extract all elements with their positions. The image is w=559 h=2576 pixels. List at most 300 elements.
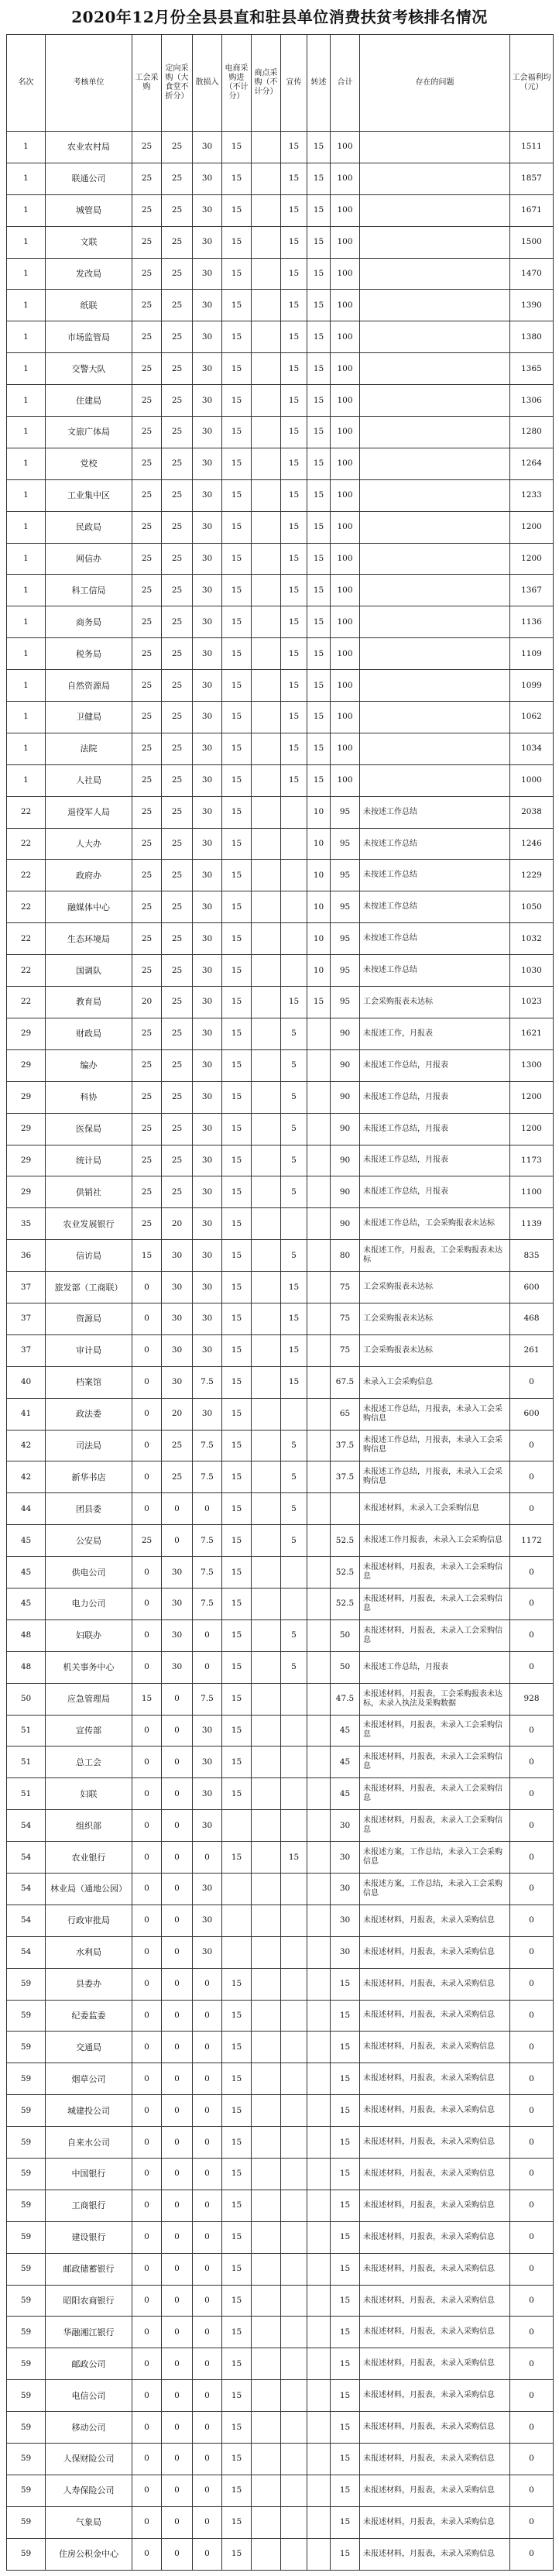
report-cell: [307, 1619, 331, 1651]
table-row: [7, 891, 554, 923]
publicity-cell: [281, 2317, 307, 2348]
unit-cell: 党校: [46, 448, 132, 479]
welfare-cell: 0: [510, 2095, 554, 2127]
welfare-cell: 1062: [510, 702, 554, 733]
unit-cell: 农业银行: [46, 1842, 132, 1874]
issue-cell: 未报述材料，月报表，未录入采购信息: [360, 2000, 510, 2032]
rank-cell: 22: [7, 923, 46, 955]
ecom-cell: 15: [222, 1588, 252, 1619]
table-row: [7, 2159, 554, 2190]
unit-cell: 农业农村局: [46, 132, 132, 163]
welfare-cell: 0: [510, 1366, 554, 1398]
table-row: [7, 702, 554, 733]
directed-purchase-cell: 25: [162, 1113, 193, 1145]
rank-cell: 22: [7, 860, 46, 891]
table-row: [7, 1588, 554, 1619]
union-purchase-cell: 25: [132, 1208, 162, 1240]
table-row: [7, 1493, 554, 1525]
publicity-cell: 5: [281, 1081, 307, 1113]
directed-purchase-cell: 25: [162, 321, 193, 353]
publicity-cell: 15: [281, 1366, 307, 1398]
unit-cell: 总工会: [46, 1747, 132, 1778]
directed-purchase-cell: 0: [162, 1968, 193, 2000]
report-cell: 15: [307, 321, 331, 353]
issue-cell: 未报述工作总结，月报表，未录入工会采购信息: [360, 1461, 510, 1493]
unit-cell: 行政审批局: [46, 1905, 132, 1936]
total-cell: 90: [331, 1081, 360, 1113]
publicity-cell: 15: [281, 321, 307, 353]
union-purchase-cell: 0: [132, 2095, 162, 2127]
unit-cell: 电信公司: [46, 2380, 132, 2412]
report-cell: 10: [307, 923, 331, 955]
table-row: [7, 479, 554, 511]
scatter-cell: 30: [193, 353, 222, 385]
total-cell: 50: [331, 1651, 360, 1683]
shop-cell: [252, 2095, 281, 2127]
welfare-cell: 1380: [510, 321, 554, 353]
report-cell: [307, 1113, 331, 1145]
rank-cell: 1: [7, 543, 46, 575]
directed-purchase-cell: 25: [162, 1018, 193, 1049]
publicity-cell: 15: [281, 1842, 307, 1874]
directed-purchase-cell: 0: [162, 1683, 193, 1715]
rank-cell: 59: [7, 2190, 46, 2221]
report-cell: [307, 1493, 331, 1525]
welfare-cell: 0: [510, 2506, 554, 2538]
shop-cell: [252, 543, 281, 575]
report-cell: [307, 2063, 331, 2095]
report-cell: [307, 1208, 331, 1240]
report-cell: 15: [307, 670, 331, 702]
rank-cell: 37: [7, 1303, 46, 1334]
directed-purchase-cell: 25: [162, 385, 193, 417]
publicity-cell: [281, 2538, 307, 2570]
report-cell: [307, 1810, 331, 1842]
shop-cell: [252, 638, 281, 670]
rank-cell: 59: [7, 2032, 46, 2063]
union-purchase-cell: 0: [132, 1810, 162, 1842]
report-cell: 10: [307, 891, 331, 923]
report-cell: [307, 1430, 331, 1461]
publicity-cell: 15: [281, 132, 307, 163]
unit-cell: 国调队: [46, 955, 132, 987]
table-row: [7, 2127, 554, 2159]
scatter-cell: 0: [193, 2285, 222, 2317]
table-body: [7, 132, 554, 2571]
union-purchase-cell: 0: [132, 1778, 162, 1810]
publicity-cell: [281, 1810, 307, 1842]
shop-cell: [252, 2348, 281, 2380]
total-cell: 15: [331, 2380, 360, 2412]
issue-cell: 未报述材料，月报表，未录入采购信息: [360, 2317, 510, 2348]
report-cell: [307, 2000, 331, 2032]
scatter-cell: 30: [193, 1272, 222, 1303]
scatter-cell: 30: [193, 828, 222, 860]
publicity-cell: [281, 2380, 307, 2412]
rank-cell: 48: [7, 1619, 46, 1651]
issue-cell: [360, 417, 510, 448]
scatter-cell: 0: [193, 1968, 222, 2000]
issue-cell: 未报述材料，月报表，未录入采购信息: [360, 2506, 510, 2538]
directed-purchase-cell: 25: [162, 733, 193, 764]
ecom-cell: 15: [222, 733, 252, 764]
welfare-cell: 1470: [510, 258, 554, 290]
scatter-cell: 30: [193, 606, 222, 638]
issue-cell: [360, 606, 510, 638]
table-row: [7, 828, 554, 860]
directed-purchase-cell: 25: [162, 764, 193, 796]
welfare-cell: 0: [510, 2348, 554, 2380]
publicity-cell: [281, 828, 307, 860]
scatter-cell: 7.5: [193, 1557, 222, 1589]
union-purchase-cell: 0: [132, 2348, 162, 2380]
unit-cell: 文联: [46, 226, 132, 258]
shop-cell: [252, 2317, 281, 2348]
scatter-cell: 30: [193, 132, 222, 163]
union-purchase-cell: 0: [132, 2475, 162, 2506]
table-row: [7, 1272, 554, 1303]
union-purchase-cell: 0: [132, 2506, 162, 2538]
report-cell: [307, 2032, 331, 2063]
publicity-cell: [281, 1208, 307, 1240]
directed-purchase-cell: 0: [162, 2348, 193, 2380]
unit-cell: 信访局: [46, 1240, 132, 1272]
scatter-cell: 0: [193, 2190, 222, 2221]
ecom-cell: 15: [222, 2253, 252, 2285]
welfare-cell: 0: [510, 1968, 554, 2000]
total-cell: 95: [331, 955, 360, 987]
union-purchase-cell: 0: [132, 1715, 162, 1747]
report-cell: [307, 2317, 331, 2348]
directed-purchase-cell: 0: [162, 2253, 193, 2285]
issue-cell: 未报述材料，月报表，未录入采购信息: [360, 2380, 510, 2412]
directed-purchase-cell: 25: [162, 132, 193, 163]
column-header: 电商采购进（不计分）: [222, 35, 252, 132]
shop-cell: [252, 2538, 281, 2570]
unit-cell: 城管局: [46, 194, 132, 226]
table-row: [7, 2444, 554, 2475]
directed-purchase-cell: 30: [162, 1366, 193, 1398]
union-purchase-cell: 25: [132, 385, 162, 417]
table-row: [7, 1968, 554, 2000]
welfare-cell: 0: [510, 1493, 554, 1525]
welfare-cell: 1050: [510, 891, 554, 923]
welfare-cell: 1000: [510, 764, 554, 796]
rank-cell: 59: [7, 2412, 46, 2444]
unit-cell: 县委办: [46, 1968, 132, 2000]
publicity-cell: [281, 2285, 307, 2317]
unit-cell: 自来水公司: [46, 2127, 132, 2159]
publicity-cell: [281, 2506, 307, 2538]
union-purchase-cell: 0: [132, 2127, 162, 2159]
ecom-cell: [222, 1936, 252, 1968]
publicity-cell: [281, 2095, 307, 2127]
total-cell: 100: [331, 163, 360, 194]
directed-purchase-cell: 25: [162, 1049, 193, 1081]
directed-purchase-cell: 0: [162, 2475, 193, 2506]
shop-cell: [252, 1651, 281, 1683]
directed-purchase-cell: 25: [162, 955, 193, 987]
scatter-cell: 30: [193, 194, 222, 226]
rank-cell: 54: [7, 1810, 46, 1842]
welfare-cell: 0: [510, 2538, 554, 2570]
shop-cell: [252, 2444, 281, 2475]
directed-purchase-cell: 30: [162, 1557, 193, 1589]
table-row: [7, 321, 554, 353]
report-cell: [307, 2285, 331, 2317]
shop-cell: [252, 891, 281, 923]
ecom-cell: 15: [222, 606, 252, 638]
publicity-cell: 15: [281, 417, 307, 448]
publicity-cell: 15: [281, 511, 307, 543]
welfare-cell: 1300: [510, 1049, 554, 1081]
shop-cell: [252, 670, 281, 702]
shop-cell: [252, 2253, 281, 2285]
scatter-cell: 30: [193, 955, 222, 987]
rank-cell: 51: [7, 1715, 46, 1747]
scatter-cell: 30: [193, 163, 222, 194]
shop-cell: [252, 290, 281, 321]
publicity-cell: [281, 2444, 307, 2475]
union-purchase-cell: 0: [132, 1747, 162, 1778]
total-cell: 65: [331, 1398, 360, 1430]
scatter-cell: 0: [193, 1842, 222, 1874]
directed-purchase-cell: 30: [162, 1619, 193, 1651]
welfare-cell: 0: [510, 1588, 554, 1619]
welfare-cell: 0: [510, 2000, 554, 2032]
total-cell: 100: [331, 448, 360, 479]
welfare-cell: 1139: [510, 1208, 554, 1240]
shop-cell: [252, 606, 281, 638]
scatter-cell: 30: [193, 1715, 222, 1747]
ecom-cell: 15: [222, 2159, 252, 2190]
union-purchase-cell: 0: [132, 1430, 162, 1461]
table-row: [7, 2348, 554, 2380]
union-purchase-cell: 25: [132, 606, 162, 638]
ecom-cell: 15: [222, 417, 252, 448]
issue-cell: 未报述材料，月报表，未录入工会采购信息: [360, 1619, 510, 1651]
report-cell: 15: [307, 226, 331, 258]
ecom-cell: 15: [222, 1145, 252, 1176]
report-cell: 15: [307, 385, 331, 417]
issue-cell: 未报述工作总结，月报表: [360, 1081, 510, 1113]
total-cell: 15: [331, 2063, 360, 2095]
scatter-cell: 30: [193, 1905, 222, 1936]
union-purchase-cell: 25: [132, 194, 162, 226]
welfare-cell: 0: [510, 2412, 554, 2444]
report-cell: [307, 1461, 331, 1493]
ecom-cell: [222, 1905, 252, 1936]
report-cell: 15: [307, 353, 331, 385]
report-cell: 15: [307, 511, 331, 543]
ecom-cell: 15: [222, 1778, 252, 1810]
table-row: [7, 1430, 554, 1461]
total-cell: 45: [331, 1778, 360, 1810]
issue-cell: 未报述工作总结，工会采购报表未达标: [360, 1208, 510, 1240]
report-cell: [307, 1049, 331, 1081]
ecom-cell: 15: [222, 132, 252, 163]
directed-purchase-cell: 25: [162, 448, 193, 479]
table-row: [7, 1208, 554, 1240]
publicity-cell: 15: [281, 163, 307, 194]
scatter-cell: 30: [193, 987, 222, 1018]
union-purchase-cell: 0: [132, 1303, 162, 1334]
scatter-cell: 0: [193, 2348, 222, 2380]
ecom-cell: 15: [222, 1525, 252, 1557]
shop-cell: [252, 2127, 281, 2159]
unit-cell: 邮政储蓄银行: [46, 2253, 132, 2285]
total-cell: 90: [331, 1145, 360, 1176]
report-cell: [307, 2506, 331, 2538]
rank-cell: 1: [7, 385, 46, 417]
union-purchase-cell: 0: [132, 1398, 162, 1430]
issue-cell: 未按述工作总结: [360, 923, 510, 955]
table-row: [7, 2317, 554, 2348]
unit-cell: 法院: [46, 733, 132, 764]
table-row: [7, 1778, 554, 1810]
total-cell: 75: [331, 1303, 360, 1334]
issue-cell: [360, 321, 510, 353]
union-purchase-cell: 15: [132, 1683, 162, 1715]
issue-cell: 未报述材料，月报表，未录入采购信息: [360, 2538, 510, 2570]
publicity-cell: 15: [281, 575, 307, 606]
issue-cell: 未报述材料，月报表，未录入工会采购信息: [360, 1810, 510, 1842]
unit-cell: 退役军人局: [46, 796, 132, 828]
unit-cell: 教育局: [46, 987, 132, 1018]
table-row: [7, 606, 554, 638]
unit-cell: 工商银行: [46, 2190, 132, 2221]
union-purchase-cell: 0: [132, 1905, 162, 1936]
scatter-cell: 30: [193, 733, 222, 764]
publicity-cell: [281, 796, 307, 828]
scatter-cell: 30: [193, 1873, 222, 1905]
table-row: [7, 511, 554, 543]
total-cell: 15: [331, 2095, 360, 2127]
report-cell: 15: [307, 290, 331, 321]
document-title: 2020年12月份全县县直和驻县单位消费扶贫考核排名情况: [71, 8, 488, 26]
issue-cell: 未报述材料，月报表，未录入采购信息: [360, 2348, 510, 2380]
scatter-cell: 30: [193, 1081, 222, 1113]
directed-purchase-cell: 25: [162, 511, 193, 543]
union-purchase-cell: 0: [132, 2000, 162, 2032]
ecom-cell: 15: [222, 1619, 252, 1651]
rank-cell: 35: [7, 1208, 46, 1240]
table-row: [7, 1905, 554, 1936]
total-cell: 100: [331, 417, 360, 448]
ecom-cell: 15: [222, 1968, 252, 2000]
ecom-cell: 15: [222, 1366, 252, 1398]
report-cell: [307, 1778, 331, 1810]
unit-cell: 人保财险公司: [46, 2444, 132, 2475]
publicity-cell: [281, 2221, 307, 2253]
total-cell: 15: [331, 2190, 360, 2221]
shop-cell: [252, 1557, 281, 1589]
union-purchase-cell: 25: [132, 226, 162, 258]
issue-cell: 未报述工作总结，月报表: [360, 1176, 510, 1208]
ecom-cell: 15: [222, 2063, 252, 2095]
rank-cell: 22: [7, 955, 46, 987]
shop-cell: [252, 1145, 281, 1176]
unit-cell: 自然资源局: [46, 670, 132, 702]
issue-cell: 未报述工作总结，月报表: [360, 1113, 510, 1145]
report-cell: [307, 1747, 331, 1778]
publicity-cell: 5: [281, 1018, 307, 1049]
table-row: [7, 163, 554, 194]
publicity-cell: 5: [281, 1619, 307, 1651]
shop-cell: [252, 2285, 281, 2317]
welfare-cell: 0: [510, 2444, 554, 2475]
total-cell: 100: [331, 638, 360, 670]
unit-cell: 水利局: [46, 1936, 132, 1968]
welfare-cell: 0: [510, 2127, 554, 2159]
issue-cell: 未报述材料，月报表，未录入采购信息: [360, 2159, 510, 2190]
issue-cell: 未报述工作，月报表: [360, 1018, 510, 1049]
unit-cell: 纸联: [46, 290, 132, 321]
ecom-cell: 15: [222, 1461, 252, 1493]
shop-cell: [252, 702, 281, 733]
publicity-cell: 5: [281, 1113, 307, 1145]
union-purchase-cell: 0: [132, 2190, 162, 2221]
shop-cell: [252, 132, 281, 163]
table-row: [7, 543, 554, 575]
scatter-cell: 0: [193, 2000, 222, 2032]
ecom-cell: 15: [222, 2032, 252, 2063]
ecom-cell: 15: [222, 353, 252, 385]
scatter-cell: 30: [193, 1240, 222, 1272]
rank-cell: 22: [7, 796, 46, 828]
table-row: [7, 1176, 554, 1208]
directed-purchase-cell: 25: [162, 353, 193, 385]
shop-cell: [252, 1936, 281, 1968]
report-cell: 15: [307, 163, 331, 194]
scatter-cell: 30: [193, 1145, 222, 1176]
directed-purchase-cell: 0: [162, 1747, 193, 1778]
total-cell: 100: [331, 258, 360, 290]
report-cell: [307, 2444, 331, 2475]
rank-cell: 36: [7, 1240, 46, 1272]
ecom-cell: 15: [222, 1683, 252, 1715]
total-cell: 30: [331, 1842, 360, 1874]
rank-cell: 41: [7, 1398, 46, 1430]
column-header: 宣传: [281, 35, 307, 132]
scatter-cell: 0: [193, 2444, 222, 2475]
report-cell: [307, 1905, 331, 1936]
welfare-cell: 1233: [510, 479, 554, 511]
directed-purchase-cell: 25: [162, 638, 193, 670]
publicity-cell: 15: [281, 987, 307, 1018]
union-purchase-cell: 0: [132, 2444, 162, 2475]
table-row: [7, 1651, 554, 1683]
unit-cell: 税务局: [46, 638, 132, 670]
issue-cell: [360, 163, 510, 194]
scatter-cell: 30: [193, 417, 222, 448]
unit-cell: 联通公司: [46, 163, 132, 194]
shop-cell: [252, 353, 281, 385]
union-purchase-cell: 0: [132, 1272, 162, 1303]
shop-cell: [252, 385, 281, 417]
table-row: [7, 2190, 554, 2221]
issue-cell: 未报述材料，月报表，未录入采购信息: [360, 2063, 510, 2095]
ecom-cell: 15: [222, 575, 252, 606]
directed-purchase-cell: 25: [162, 670, 193, 702]
welfare-cell: 1857: [510, 163, 554, 194]
table-row: [7, 132, 554, 163]
column-header: 名次: [7, 35, 46, 132]
table-row: [7, 796, 554, 828]
ecom-cell: 15: [222, 2221, 252, 2253]
union-purchase-cell: 25: [132, 764, 162, 796]
directed-purchase-cell: 0: [162, 2221, 193, 2253]
